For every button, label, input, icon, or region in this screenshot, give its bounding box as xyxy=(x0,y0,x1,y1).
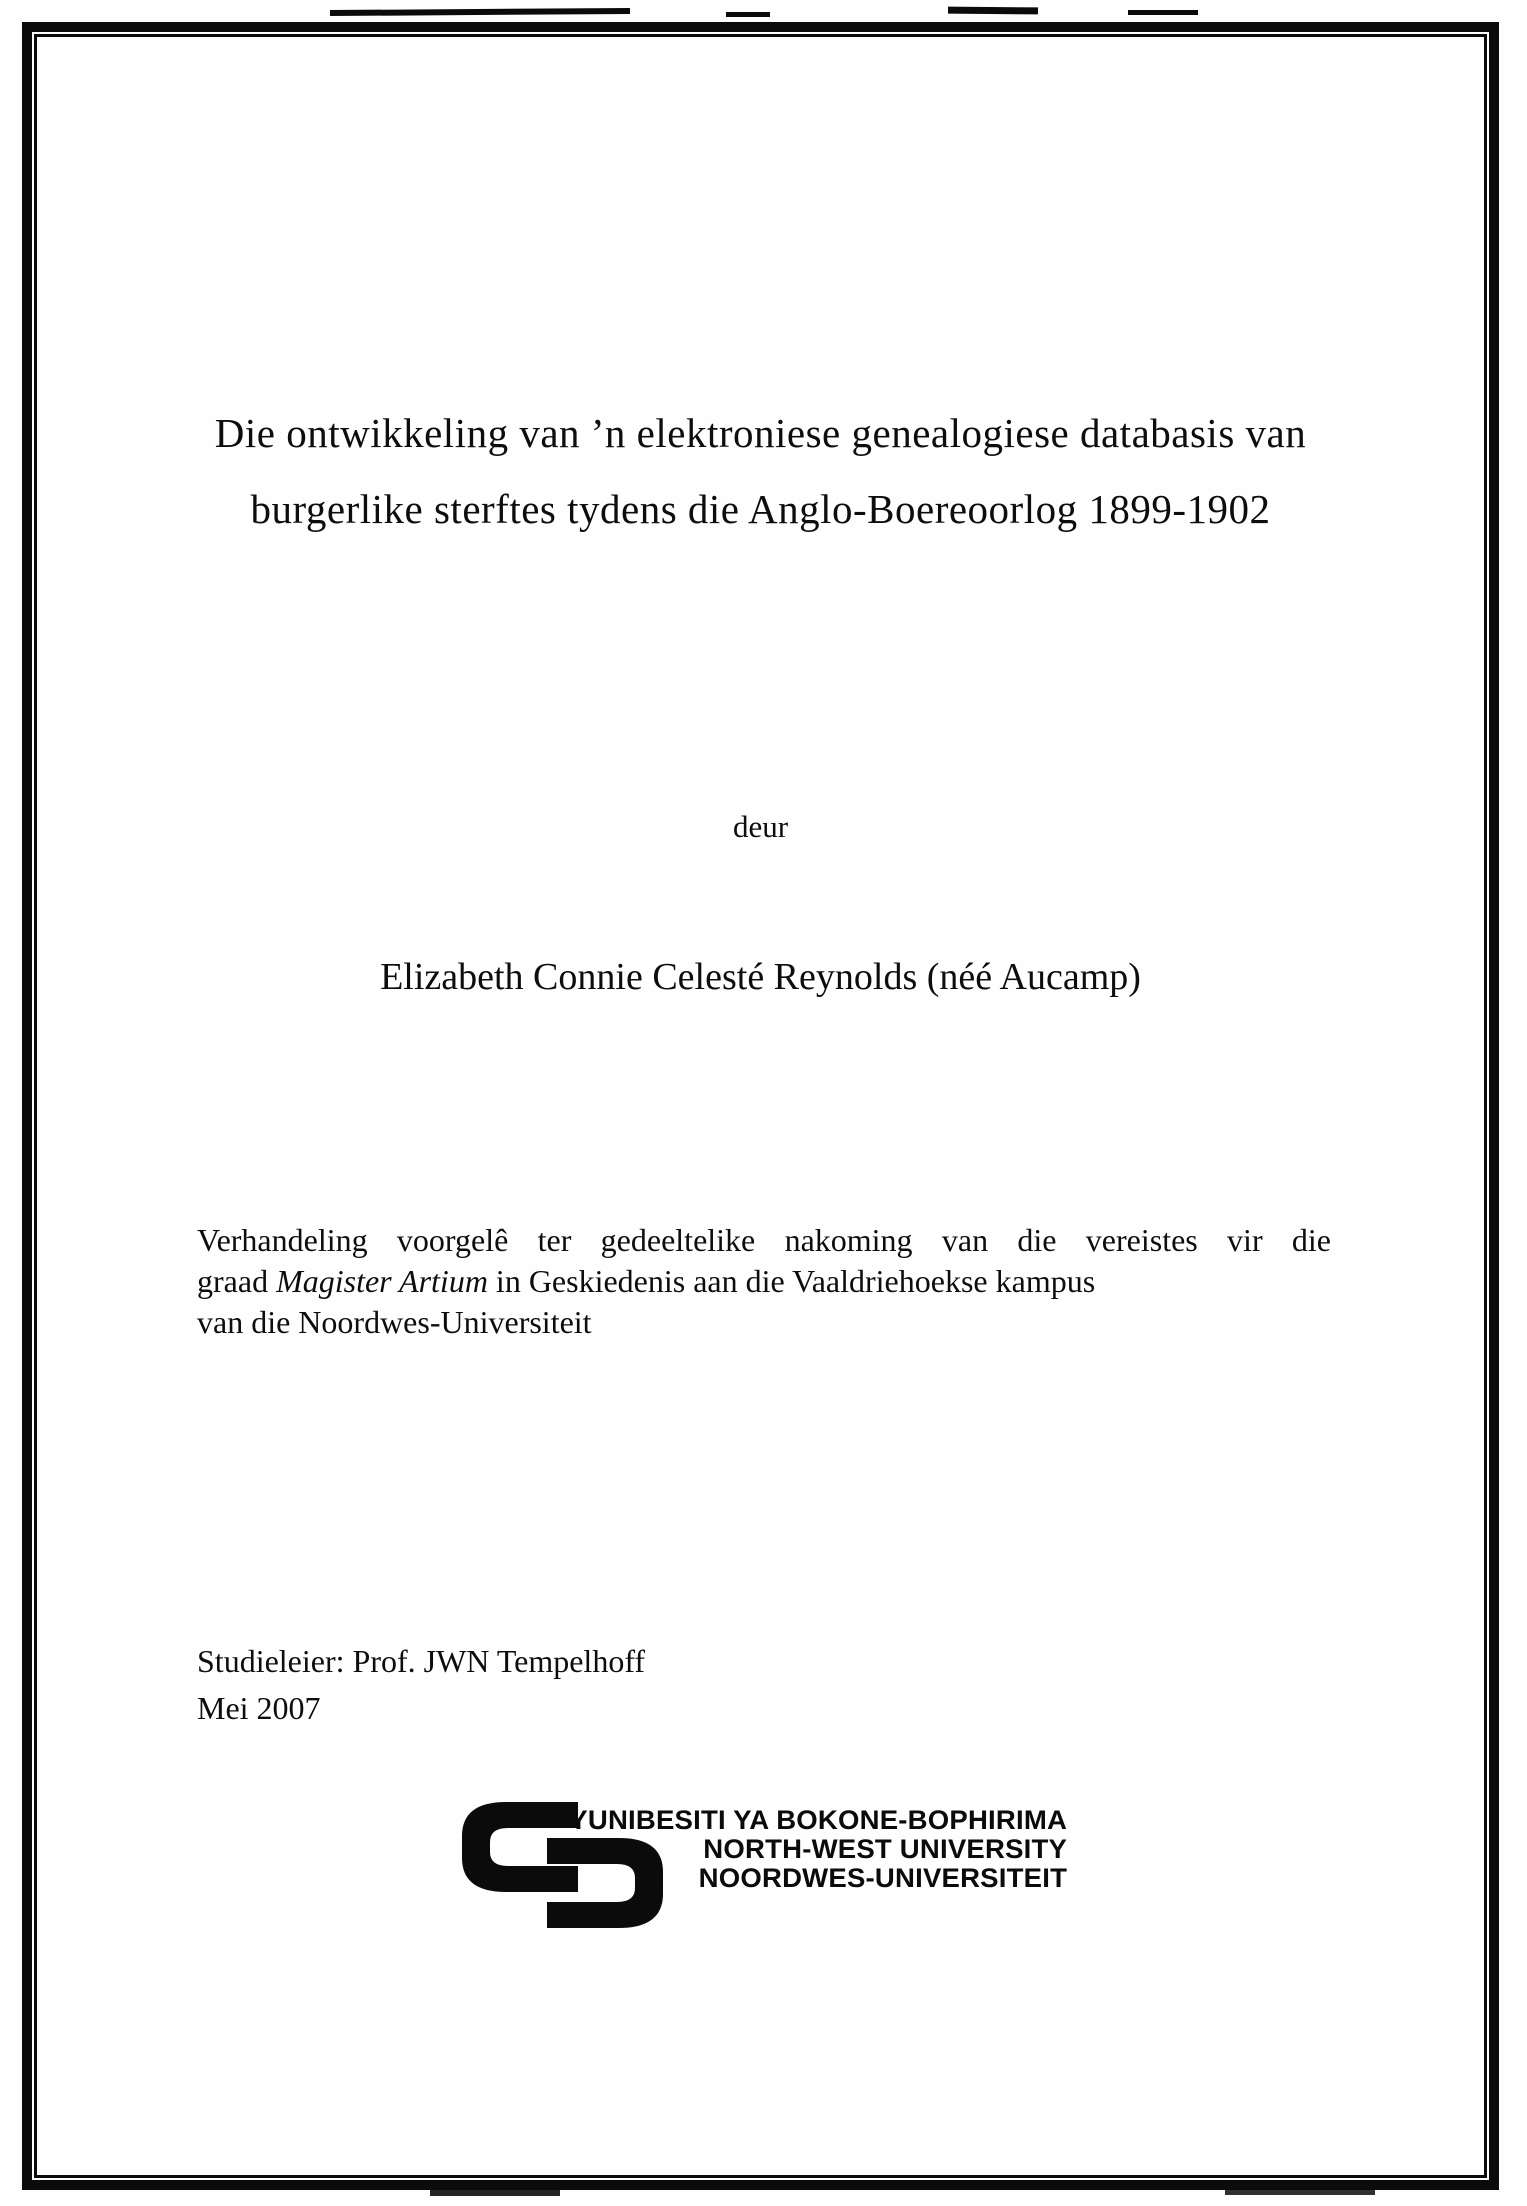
statement-line-3: van die Noordwes-Universiteit xyxy=(197,1304,592,1340)
logo-line-setswana: YUNIBESITI YA BOKONE-BOPHIRIMA xyxy=(569,1805,1068,1835)
logo-line-english: NORTH-WEST UNIVERSITY xyxy=(703,1834,1068,1864)
scan-noise xyxy=(1128,10,1198,15)
thesis-title xyxy=(37,395,1484,547)
scan-noise xyxy=(726,12,770,17)
degree-statement xyxy=(197,1220,1331,1343)
page-border-outer xyxy=(22,22,1499,2190)
logo-line-afrikaans: NOORDWES-UNIVERSITEIT xyxy=(698,1863,1068,1893)
title-line-1: Die ontwikkeling van ’n elektroniese genealogiese databasis van xyxy=(214,410,1307,456)
date-line: Mei 2007 xyxy=(197,1690,321,1726)
statement-line-2 xyxy=(197,1261,1331,1302)
statement-degree-name: Magister Artium xyxy=(276,1263,488,1299)
scan-noise xyxy=(330,8,630,16)
byline-label: deur xyxy=(732,809,789,844)
scan-noise xyxy=(948,7,1038,15)
supervisor-line: Studieleier: Prof. JWN Tempelhoff xyxy=(197,1643,646,1679)
university-logo xyxy=(462,1802,1142,1982)
statement-line-2-post: in Geskiedenis aan die Vaaldriehoekse kampus xyxy=(487,1263,1096,1299)
scan-noise xyxy=(430,2190,560,2196)
page-content xyxy=(37,37,1484,2175)
supervisor-block xyxy=(197,1638,645,1732)
university-logo-text xyxy=(552,1806,1067,1893)
statement-line-2-pre: graad xyxy=(197,1263,277,1299)
page-border-inner xyxy=(34,34,1487,2178)
title-line-2: burgerlike sterftes tydens die Anglo-Boereoorlog 1899-1902 xyxy=(250,486,1271,532)
author-name: Elizabeth Connie Celesté Reynolds (néé Aucamp) xyxy=(380,956,1141,998)
statement-line-1: Verhandeling voorgelê ter gedeeltelike nakoming van die vereistes vir die xyxy=(197,1222,1331,1258)
